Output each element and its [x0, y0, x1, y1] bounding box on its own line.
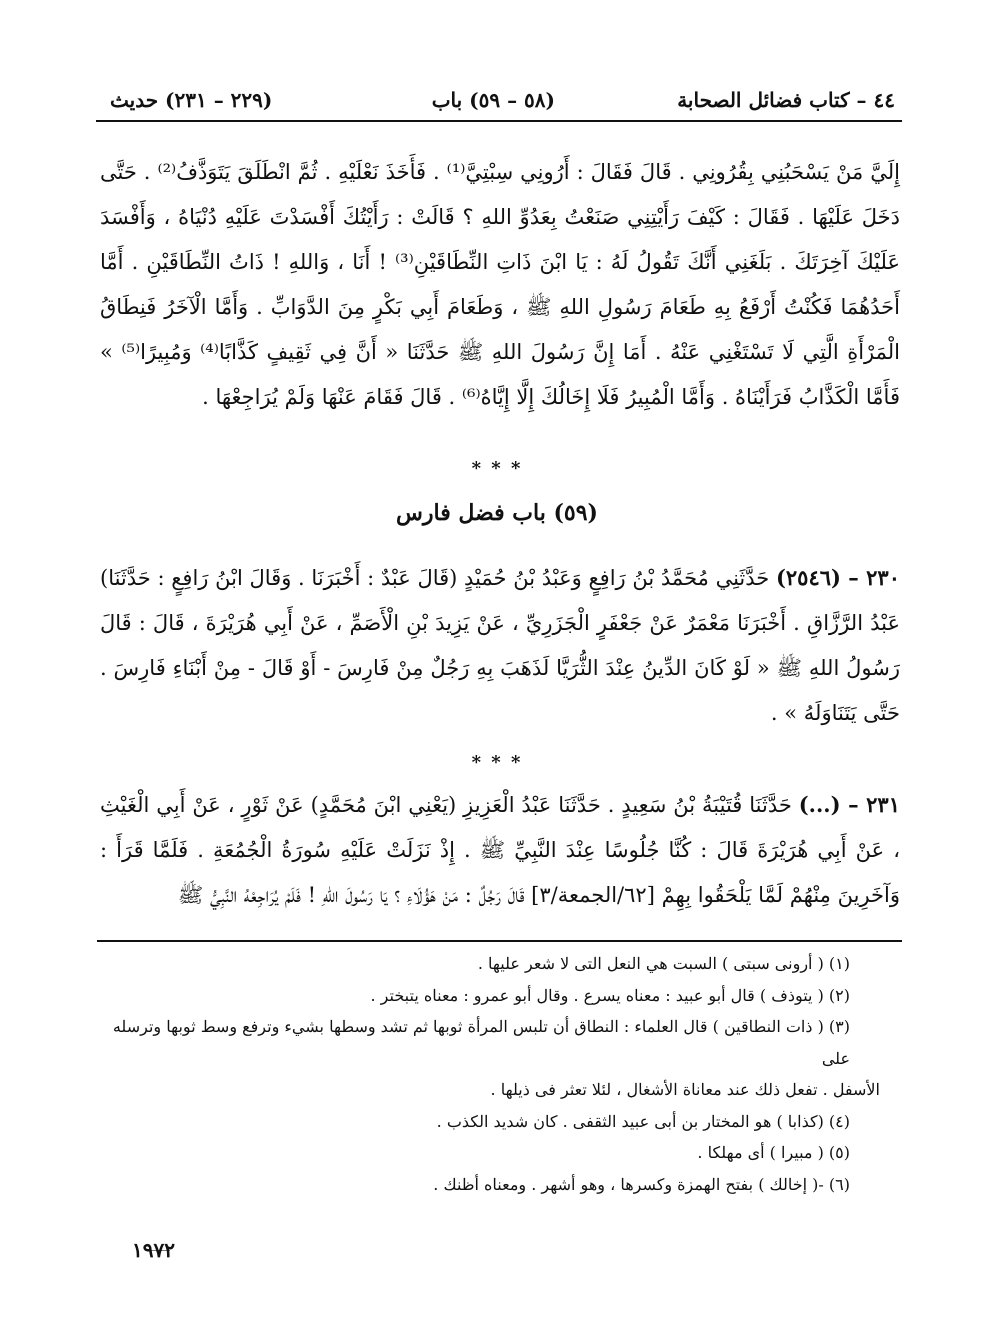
hadith-text: حَدَّثَنِي مُحَمَّدُ بْنُ رَافِعٍ وَعَبْدُ بْنُ حُمَيْدٍ (قَالَ عَبْدٌ : أَخْبَرَنَا . وَقَالَ ابْنُ رَافِعٍ : حَدَّثَنَا) عَبْدُ الرَّزَّاقِ . أَخْبَرَنَا مَعْمَرٌ عَنْ جَعْفَرٍ الْجَزَرِيِّ ، عَنْ يَزِيدَ بْنِ الْأَصَمِّ ، عَنْ أَبِي هُرَيْرَةَ ، قَالَ : قَالَ رَسُولُ اللهِ ﷺ « لَوْ كَانَ الدِّينُ عِنْدَ الثُّرَيَّا لَذَهَبَ بِهِ رَجُلٌ مِنْ فَارِسَ - أَوْ قَالَ - مِنْ أَبْنَاءِ فَارِسَ . حَتَّى يَتَنَاوَلَهُ » .	[100, 566, 900, 725]
header-book-title: ٤٤ – كتاب فضائل الصحابة	[677, 88, 895, 112]
page-number: ١٩٧٢	[132, 1238, 175, 1262]
hadith-text: حَدَّثَنَا قُتَيْبَةُ بْنُ سَعِيدٍ . حَدَّثَنَا عَبْدُ الْعَزِيزِ (يَعْنِي ابْنَ مُحَمَّدٍ) عَنْ ثَوْرٍ ، عَنْ أَبِي الْغَيْثِ ، عَنْ أَبِي هُرَيْرَةَ قَالَ : كُنَّا جُلُوسًا عِنْدَ النَّبِيِّ ﷺ . إِذْ نَزَلَتْ عَلَيْهِ سُورَةُ الْجُمُعَةِ . فَلَمَّا قَرَأَ : وَآخَرِينَ مِنْهُمْ لَمَّا يَلْحَقُوا بِهِمْ [٦٢/الجمعة/٣] قَالَ رَجُلٌ : مَنْ هَؤُلَاءِ ؟ يَا رَسُولَ اللهِ ! فَلَمْ يُرَاجِعْهُ النَّبِيُّ ﷺ	[100, 793, 900, 907]
chapter-title: (٥٩) باب فضل فارس	[396, 500, 598, 526]
running-header	[110, 82, 895, 118]
footnote-item: (٤) (كذابا ) هو المختار بن أبى عبيد الثقفى . كان شديد الكذب .	[436, 1111, 850, 1131]
header-divider	[96, 120, 902, 122]
footnote-divider	[97, 940, 902, 942]
section-separator: * * *	[471, 458, 523, 479]
footnote-item-continuation: الأسفل . تفعل ذلك عند معاناة الأشغال ، لئلا تعثر فى ذيلها .	[490, 1080, 880, 1099]
footnote-item: (٣) ( ذات النطاقين ) قال العلماء : النطاق أن تلبس المرأة ثوبها ثم تشد وسطها بشيء وترفع وسط ثوبها وترسله على	[112, 1017, 850, 1068]
hadith-229-continuation	[100, 150, 900, 420]
footnotes	[100, 948, 880, 1200]
hadith-number: ٢٣١ – (...)	[798, 792, 900, 817]
header-chapter-range: (٥٨ – ٥٩) باب	[431, 88, 555, 112]
footnote-item: (٢) ( يتوذف ) قال أبو عبيد : معناه يسرع . وقال أبو عمرو : معناه يتبختر .	[370, 985, 850, 1005]
paragraph-text: إِلَيَّ مَنْ يَسْحَبُنِي بِقُرُونِي . قَالَ فَقَالَ : أَرُونِي سِبْتِيَّ⁽¹⁾ . فَأَخَذَ نَعْلَيْهِ . ثُمَّ انْطَلَقَ يَتَوَذَّفُ⁽²⁾ . حَتَّى دَخَلَ عَلَيْهَا . فَقَالَ : كَيْفَ رَأَيْتِنِي صَنَعْتُ بِعَدُوِّ اللهِ ؟ قَالَتْ : رَأَيْتُكَ أَفْسَدْتَ عَلَيْهِ دُنْيَاهُ ، وَأَفْسَدَ عَلَيْكَ آخِرَتَكَ . بَلَغَنِي أَنَّكَ تَقُولُ لَهُ : يَا ابْنَ ذَاتِ النِّطَاقَيْنِ⁽³⁾ ! أَنَا ، وَاللهِ ! ذَاتُ النِّطَاقَيْنِ . أَمَّا أَحَدُهُمَا فَكُنْتُ أَرْفَعُ بِهِ طَعَامَ رَسُولِ اللهِ ﷺ ، وَطَعَامَ أَبِي بَكْرٍ مِنَ الدَّوَابِّ . وَأَمَّا الْآخَرُ فَنِطَاقُ الْمَرْأَةِ الَّتِي لَا تَسْتَغْنِي عَنْهُ . أَمَا إِنَّ رَسُولَ اللهِ ﷺ حَدَّثَنَا « أَنَّ فِي ثَقِيفٍ كَذَّابًا⁽⁴⁾ وَمُبِيرًا⁽⁵⁾ » فَأَمَّا الْكَذَّابُ فَرَأَيْنَاهُ . وَأَمَّا الْمُبِيرُ فَلَا إِخَالُكَ إِلَّا إِيَّاهُ⁽⁶⁾ . قَالَ فَقَامَ عَنْهَا وَلَمْ يُرَاجِعْهَا .	[100, 160, 900, 409]
footnote-item: (٥) ( مبيرا ) أى مهلكا .	[697, 1143, 850, 1162]
footnote-item: (٦) -( إخالك ) بفتح الهمزة وكسرها ، وهو أشهر . ومعناه أظنك .	[433, 1174, 850, 1194]
hadith-number: ٢٣٠ – (٢٥٤٦)	[775, 565, 900, 590]
footnote-item: (١) ( أرونى سبتى ) السبت هي النعل التى لا شعر عليها .	[477, 954, 850, 973]
header-hadith-range: (٢٢٩ – ٢٣١) حديث	[110, 88, 273, 112]
hadith-230	[100, 555, 900, 736]
hadith-231	[100, 782, 900, 918]
section-separator: * * *	[471, 752, 523, 773]
